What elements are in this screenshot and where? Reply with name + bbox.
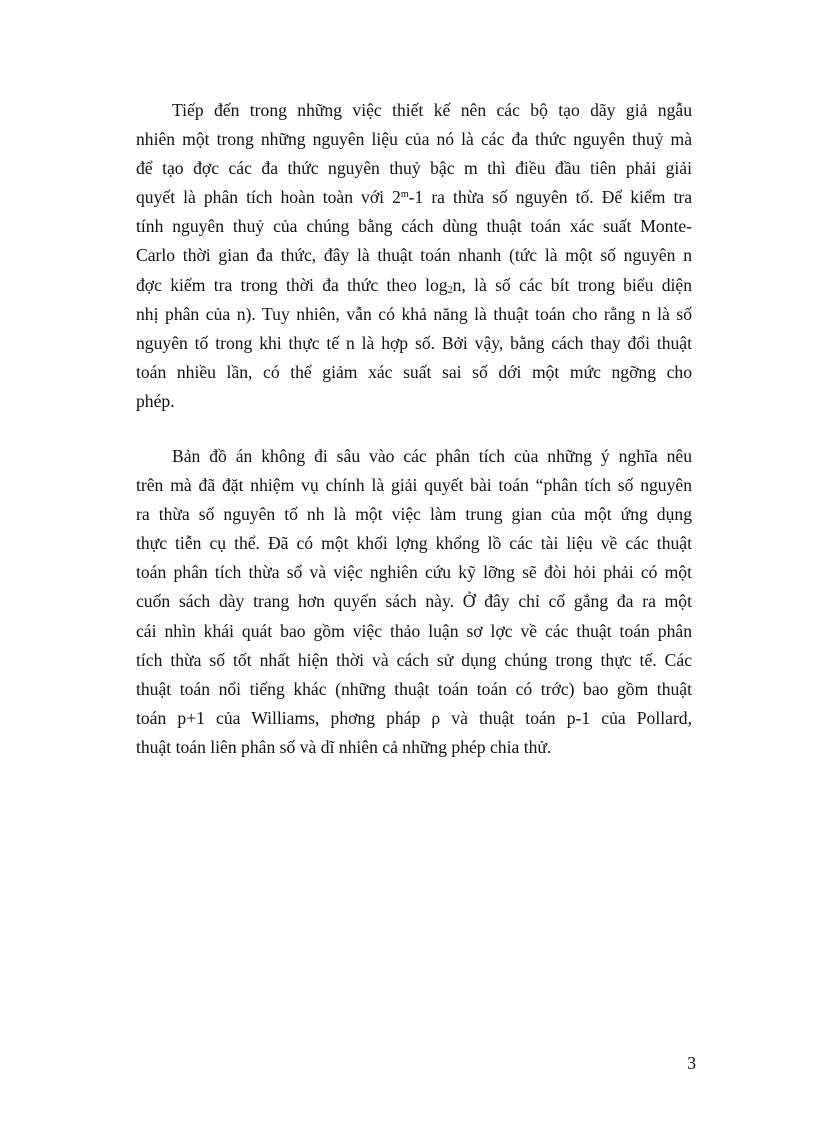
paragraph-factorization-overview	[136, 442, 692, 762]
text-line: cuốn sách dày trang hơn quyển sách này. Ở đây chỉ cố gắng đa ra một	[136, 591, 692, 612]
text-line: phép.	[136, 390, 175, 411]
exponent-m: m	[400, 189, 409, 201]
text-line: nguyên tố trong khi thực tế n là hợp số. Bởi vậy, bằng cách thay đổi thuật	[136, 332, 692, 353]
text-line: toán nhiều lần, có thể giảm xác suất sai số dới một mức ngỡng cho	[136, 361, 692, 382]
text-line: trên mà đã đặt nhiệm vụ chính là giải quyết bài toán “phân tích số nguyên	[136, 475, 692, 496]
page-number: 3	[687, 1053, 696, 1073]
text-line: toán p+1 của Williams, phơng pháp ρ và thuật toán p-1 của Pollard,	[136, 707, 692, 728]
text-line-with-exponent	[136, 183, 692, 212]
log-base-2: 2	[447, 284, 453, 296]
text-line: nhiên một trong những nguyên liệu của nó là các đa thức nguyên thuỷ mà	[136, 129, 692, 150]
text-line: tính nguyên thuỷ của chúng bằng cách dùng thuật toán xác suất Monte-	[136, 216, 692, 237]
text-line: thuật toán liên phân số và dĩ nhiên cả những phép chia thử.	[136, 736, 552, 757]
text-line: thuật toán nổi tiếng khác (những thuật toán toán có trớc) bao gồm thuật	[136, 678, 692, 699]
text-segment: đợc kiểm tra trong thời đa thức theo log	[136, 274, 448, 295]
text-segment: -1 ra thừa số nguyên tố. Để kiểm tra	[408, 187, 693, 208]
paragraph-primitive-polynomials	[136, 96, 692, 416]
text-line: Carlo thời gian đa thức, đây là thuật toán nhanh (tức là một số nguyên n	[136, 245, 692, 266]
text-line: thực tiễn cụ thể. Đã có một khối lợng khổng lồ các tài liệu về các thuật	[136, 533, 692, 554]
text-line: Bản đồ án không đi sâu vào các phân tích của những ý nghĩa nêu	[172, 446, 692, 466]
text-line: để tạo đợc các đa thức nguyên thuỷ bậc m thì điều đầu tiên phải giải	[136, 158, 692, 179]
text-line-with-subscript	[136, 271, 692, 300]
text-segment: quyết là phân tích hoàn toàn với 2	[136, 187, 401, 208]
text-line: nhị phân của n). Tuy nhiên, vẫn có khả năng là thuật toán cho rằng n là số	[136, 303, 692, 324]
text-line: Tiếp đến trong những việc thiết kế nên các bộ tạo dãy giả ngẫu	[172, 100, 692, 120]
text-segment: n, là số các bít trong biểu diện	[452, 274, 692, 295]
text-line: toán phân tích thừa số và việc nghiên cứu kỹ lỡng sẽ đòi hỏi phải có một	[136, 562, 692, 583]
text-line: tích thừa số tốt nhất hiện thời và cách sử dụng chúng trong thực tế. Các	[136, 649, 692, 670]
text-line: cái nhìn khái quát bao gồm việc thảo luận sơ lợc về các thuật toán phân	[136, 620, 692, 641]
text-line: ra thừa số nguyên tố nh là một việc làm trung gian của một ứng dụng	[136, 504, 692, 525]
